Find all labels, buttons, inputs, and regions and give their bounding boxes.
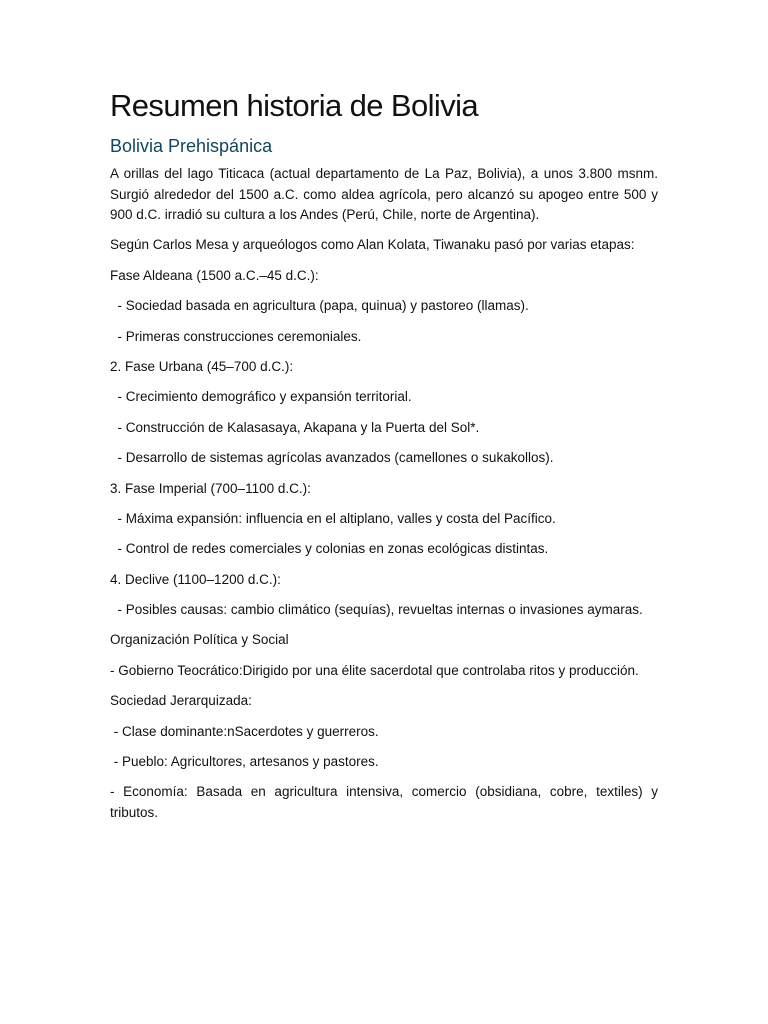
paragraph-intro: A orillas del lago Titicaca (actual departamento de La Paz, Bolivia), a unos 3.800 msnm. Surgió alrededor del 1500 a.C. como aldea agrícola, pero alcanzó su apogeo entre 500 y 900 d.C. irradió su cultura a los Andes (Perú, Chile, norte de Argentina). — [110, 166, 666, 222]
subheading-sociedad: Sociedad Jerarquizada: — [110, 693, 252, 709]
list-item: - Clase dominante:nSacerdotes y guerreros. — [110, 723, 379, 739]
list-item: - Posibles causas: cambio climático (sequías), revueltas internas o invasiones aymaras. — [110, 602, 643, 618]
paragraph-stages-intro: Según Carlos Mesa y arqueólogos como Alan Kolata, Tiwanaku pasó por varias etapas: — [110, 237, 635, 253]
list-item: - Pueblo: Agricultores, artesanos y pastores. — [110, 754, 379, 770]
list-item: - Construcción de Kalasasaya, Akapana y la Puerta del Sol*. — [110, 419, 480, 435]
list-item: - Primeras construcciones ceremoniales. — [110, 328, 362, 344]
list-item: - Control de redes comerciales y colonias en zonas ecológicas distintas. — [110, 541, 549, 557]
phase-heading-declive: 4. Declive (1100–1200 d.C.): — [110, 571, 281, 587]
list-item: - Desarrollo de sistemas agrícolas avanzados (camellones o sukakollos). — [110, 450, 554, 466]
document-title: Resumen historia de Bolivia — [110, 88, 479, 123]
paragraph-gobierno: - Gobierno Teocrático:Dirigido por una élite sacerdotal que controlaba ritos y producción. — [110, 662, 639, 678]
phase-heading-aldeana: Fase Aldeana (1500 a.C.–45 d.C.): — [110, 267, 319, 283]
subheading-organizacion: Organización Política y Social — [110, 632, 289, 648]
document-page — [110, 86, 666, 833]
phase-heading-imperial: 3. Fase Imperial (700–1100 d.C.): — [110, 480, 311, 496]
phase-heading-urbana: 2. Fase Urbana (45–700 d.C.): — [110, 358, 294, 374]
list-item: - Crecimiento demográfico y expansión territorial. — [110, 389, 412, 405]
list-item: - Sociedad basada en agricultura (papa, quinua) y pastoreo (llamas). — [110, 298, 529, 314]
paragraph-economia: - Economía: Basada en agricultura intensiva, comercio (obsidiana, cobre, textiles) y tributos. — [110, 784, 662, 820]
section-heading: Bolivia Prehispánica — [110, 136, 273, 156]
list-item: - Máxima expansión: influencia en el altiplano, valles y costa del Pacífico. — [110, 510, 556, 526]
